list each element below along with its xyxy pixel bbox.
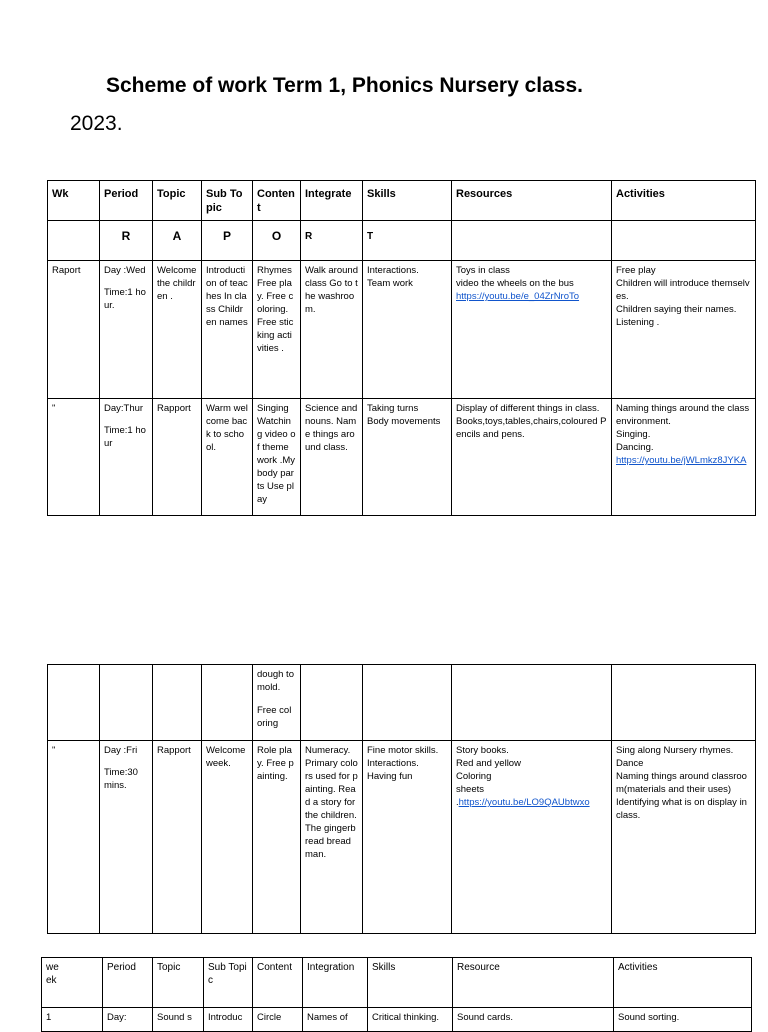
header-activities: Activities <box>614 958 752 1008</box>
resource-video-link[interactable]: https://youtu.be/LO9QAUbtwxo <box>458 797 590 808</box>
period-cell <box>100 741 153 934</box>
activity-item: Naming things around the class environment. <box>616 403 750 427</box>
topic-cell: Welcome the children . <box>153 261 202 399</box>
table-row <box>48 261 756 399</box>
header-content: Content <box>253 958 303 1008</box>
subtopic-cell: Warm welcome back to school. <box>202 399 253 516</box>
integrate-cell: Walk around class Go to the washroom. <box>301 261 363 399</box>
activities-cell <box>612 261 756 399</box>
activity-item: Naming things around classroom(materials and their uses) <box>616 771 747 795</box>
resource-video-link[interactable]: https://youtu.be/e_04ZrNroTo <box>456 291 580 302</box>
period-day: Day :Fri <box>104 745 138 756</box>
resource-item: Toys in class <box>456 265 510 276</box>
activity-item: Children will introduce themselves. <box>616 278 750 302</box>
resource-item: Books,toys,tables,chairs,coloured Pencils and pens. <box>456 416 607 440</box>
header-row <box>42 958 752 1008</box>
rapport-cell: P <box>202 221 253 261</box>
wk-cell: " <box>48 399 100 516</box>
subtopic-cell: Introduction of teaches In class Children names <box>202 261 253 399</box>
rapport-cell: O <box>253 221 301 261</box>
scheme-table-2 <box>47 664 756 934</box>
period-day: Day :Wed <box>104 265 146 276</box>
resource-item: Red and yellow <box>456 758 521 769</box>
rapport-cell: T <box>363 221 452 261</box>
content-cell: Singing Watching video of theme work .My body parts Use play <box>253 399 301 516</box>
activity-item: Sing along Nursery rhymes. <box>616 745 734 756</box>
period-cell <box>100 399 153 516</box>
scheme-table-3 <box>41 957 752 1032</box>
wk-cell: Raport <box>48 261 100 399</box>
period-cell <box>100 261 153 399</box>
skill-item: Having fun <box>367 771 413 782</box>
resource-item: Display of different things in class. <box>456 403 600 414</box>
activities-cell: Sound sorting. <box>614 1008 752 1032</box>
activity-item: Free play <box>616 265 656 276</box>
week-cell: 1 <box>42 1008 103 1032</box>
skill-item: Team work <box>367 278 413 289</box>
resources-cell <box>452 399 612 516</box>
header-resource: Resource <box>453 958 614 1008</box>
rapport-cell <box>48 221 100 261</box>
period-time: Time:30 mins. <box>104 767 138 791</box>
header-resources: Resources <box>452 181 612 221</box>
skills-cell <box>363 261 452 399</box>
skill-item: Taking turns <box>367 403 419 414</box>
activities-cell <box>612 399 756 516</box>
subtopic-cell: Welcome week. <box>202 741 253 934</box>
scheme-table-1 <box>47 180 756 516</box>
header-period: Period <box>103 958 153 1008</box>
document-year: 2023. <box>70 112 123 135</box>
activity-item: Identifying what is on display in class. <box>616 797 747 821</box>
resource-cell: Sound cards. <box>453 1008 614 1032</box>
header-integration: Integration <box>303 958 368 1008</box>
subtopic-cell: Introduc <box>204 1008 253 1032</box>
rapport-row <box>48 221 756 261</box>
resources-cell <box>452 741 612 934</box>
header-period: Period <box>100 181 153 221</box>
activity-item: Children saying their names. <box>616 304 737 315</box>
period-day: Day:Thur <box>104 403 144 414</box>
skills-cell <box>363 399 452 516</box>
table-row <box>48 665 756 741</box>
integrate-cell: Science and nouns. Name things around class. <box>301 399 363 516</box>
topic-cell: Rapport <box>153 741 202 934</box>
header-topic: Topic <box>153 181 202 221</box>
header-activities: Activities <box>612 181 756 221</box>
rapport-cell <box>612 221 756 261</box>
header-row <box>48 181 756 221</box>
document-title: Scheme of work Term 1, Phonics Nursery class. <box>106 74 583 97</box>
resources-cell <box>452 261 612 399</box>
topic-cell: Sound s <box>153 1008 204 1032</box>
content-cell: Role play. Free painting. <box>253 741 301 934</box>
rapport-cell: R <box>301 221 363 261</box>
content-cell <box>253 665 301 741</box>
header-skills: Skills <box>363 181 452 221</box>
resource-item: Coloring <box>456 771 492 782</box>
content-item: Free coloring <box>257 705 292 729</box>
period-cell: Day: <box>103 1008 153 1032</box>
activity-item: Dance <box>616 758 644 769</box>
header-skills: Skills <box>368 958 453 1008</box>
header-integrate: Integrate <box>301 181 363 221</box>
skill-item: Interactions. <box>367 265 419 276</box>
header-topic: Topic <box>153 958 204 1008</box>
header-content: Content <box>253 181 301 221</box>
header-week: week <box>42 958 103 1008</box>
activities-cell <box>612 741 756 934</box>
skill-item: Fine motor skills. <box>367 745 439 756</box>
period-time: Time:1 hour. <box>104 287 146 311</box>
header-wk: Wk <box>48 181 100 221</box>
rapport-cell: R <box>100 221 153 261</box>
header-subtopic: Sub Topic <box>202 181 253 221</box>
header-subtopic: Sub Topic <box>204 958 253 1008</box>
skill-item: Interactions. <box>367 758 419 769</box>
rapport-cell: A <box>153 221 202 261</box>
resource-item: Story books. <box>456 745 509 756</box>
table-row <box>48 741 756 934</box>
activity-item: Singing. <box>616 429 651 440</box>
content-item: dough to mold. <box>257 669 294 693</box>
table-row <box>48 399 756 516</box>
content-cell: Circle <box>253 1008 303 1032</box>
skills-cell: Critical thinking. <box>368 1008 453 1032</box>
period-time: Time:1 hour <box>104 425 146 449</box>
wk-cell: " <box>48 741 100 934</box>
content-cell: Rhymes Free play. Free coloring. Free sticking activities . <box>253 261 301 399</box>
integrate-cell: Numeracy. Primary colors used for painting. Read a story for the children. The gingerbread breadman. <box>301 741 363 934</box>
resource-item: sheets <box>456 784 484 795</box>
activity-item: Listening . <box>616 317 660 328</box>
rapport-cell <box>452 221 612 261</box>
topic-cell: Rapport <box>153 399 202 516</box>
activity-video-link[interactable]: https://youtu.be/jWLmkz8JYKA <box>616 455 747 466</box>
link-prefix: . <box>456 797 459 808</box>
table-row <box>42 1008 752 1032</box>
skills-cell <box>363 741 452 934</box>
activity-item: Dancing. <box>616 442 654 453</box>
resource-item: video the wheels on the bus <box>456 278 574 289</box>
skill-item: Body movements <box>367 416 441 427</box>
integration-cell: Names of <box>303 1008 368 1032</box>
